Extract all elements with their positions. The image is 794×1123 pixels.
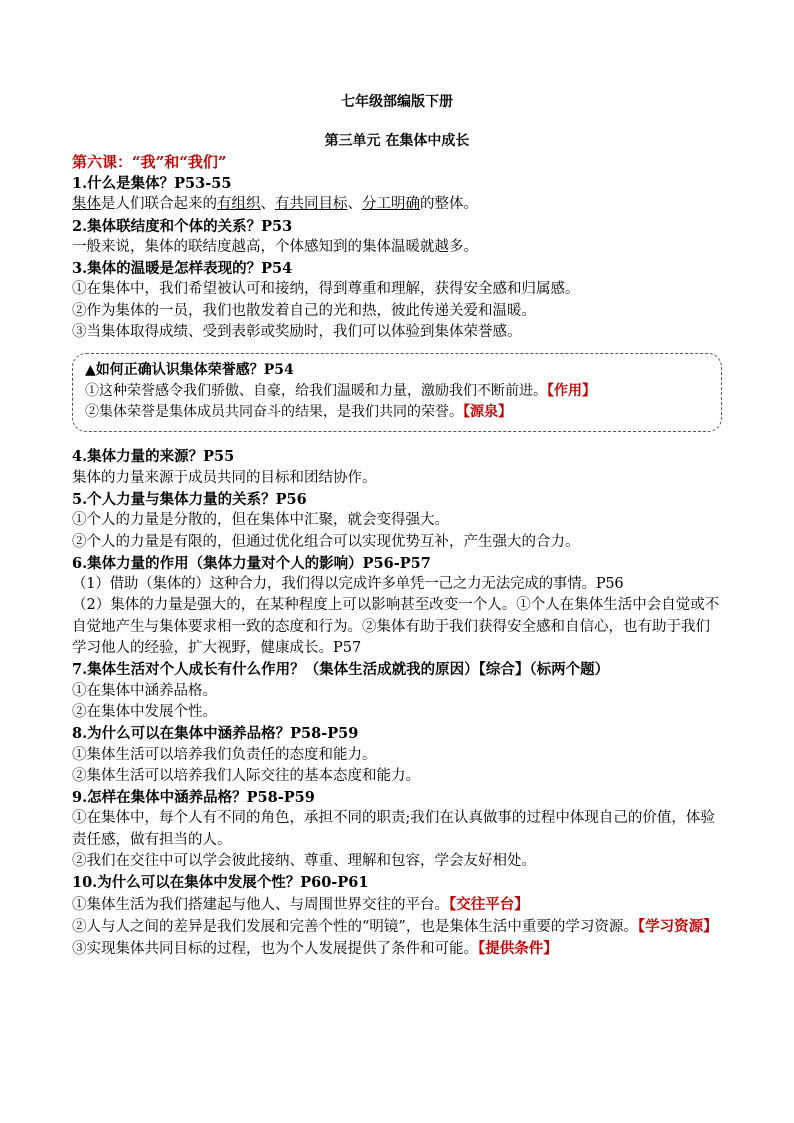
- answer-6-1: （1）借助（集体的）这种合力，我们得以完成许多单凭一己之力无法完成的事情。P56: [72, 576, 624, 593]
- separator: 、: [347, 196, 362, 213]
- callout-tag-source: 【源泉】: [463, 404, 512, 421]
- answer-2: 一般来说，集体的联结度越高，个体感知到的集体温暖就越多。: [72, 238, 478, 255]
- callout-line-2: [85, 402, 709, 423]
- callout-line-2-text: ②集体荣誉是集体成员共同奋斗的结果，是我们共同的荣誉。: [85, 404, 463, 421]
- term-clear-division: 分工明确: [362, 196, 420, 213]
- answer-7-2: ②在集体中发展个性。: [72, 703, 217, 720]
- callout-line-1-text: ①这种荣誉感令我们骄傲、自豪，给我们温暖和力量，激励我们不断前进。: [85, 383, 547, 400]
- question-3: 3.集体的温暖是怎样表现的？P54: [72, 260, 293, 278]
- tag-communication-platform: 【交往平台】: [449, 895, 529, 913]
- answer-10-3-text: ③实现集体共同目标的过程，也为个人发展提供了条件和可能。: [72, 941, 478, 958]
- answer-7-1: ①在集体中涵养品格。: [72, 682, 217, 699]
- question-6: 6.集体力量的作用（集体力量对个人的影响）P56-P57: [72, 554, 431, 572]
- answer-1-text: 是人们联合起来的: [101, 196, 217, 213]
- question-10: 10.为什么可以在集体中发展个性？P60-P61: [72, 874, 369, 892]
- answer-1-end: 的整体。: [420, 196, 478, 213]
- answer-9-1: ①在集体中，每个人有不同的角色，承担不同的职责;我们在认真做事的过程中体现自己的价值，体验责任感，做有担当的人。: [72, 810, 715, 848]
- term-collective: 集体: [72, 196, 101, 213]
- answer-3-2: ②作为集体的一员，我们也散发着自己的光和热，彼此传递关爱和温暖。: [72, 302, 536, 319]
- answer-10-2-text: ②人与人之间的差异是我们发展和完善个性的“明镜”，也是集体生活中重要的学习资源。: [72, 918, 638, 935]
- question-7: 7.集体生活对个人成长有什么作用？（集体生活成就我的原因）【综合】（标两个题）: [72, 661, 610, 679]
- answer-4: 集体的力量来源于成员共同的目标和团结协作。: [72, 469, 377, 486]
- answer-10-3: [72, 938, 722, 960]
- answer-3-1: ①在集体中，我们希望被认可和接纳，得到尊重和理解，获得安全感和归属感。: [72, 281, 580, 298]
- answer-1: [72, 194, 722, 215]
- question-5: 5.个人力量与集体力量的关系？P56: [72, 490, 307, 508]
- answer-8-2: ②集体生活可以培养我们人际交往的基本态度和能力。: [72, 767, 420, 784]
- callout-heading: ▲如何正确认识集体荣誉感？P54: [85, 362, 294, 379]
- answer-5-2: ②个人的力量是有限的，但通过优化组合可以实现优势互补，产生强大的合力。: [72, 533, 580, 550]
- answer-5-1: ①个人的力量是分散的，但在集体中汇聚，就会变得强大。: [72, 512, 449, 529]
- tag-provide-conditions: 【提供条件】: [478, 940, 558, 958]
- question-4: 4.集体力量的来源？P55: [72, 448, 235, 466]
- unit-title: 第三单元 在集体中成长: [324, 133, 470, 149]
- answer-8-1: ①集体生活可以培养我们负责任的态度和能力。: [72, 746, 377, 763]
- answer-10-1-text: ①集体生活为我们搭建起与他人、与周围世界交往的平台。: [72, 896, 449, 913]
- question-9: 9.怎样在集体中涵养品格？P58-P59: [72, 789, 315, 807]
- question-8: 8.为什么可以在集体中涵养品格？P58-P59: [72, 725, 359, 743]
- answer-10-1: [72, 894, 722, 916]
- question-1: 1.什么是集体？P53-55: [72, 175, 232, 192]
- answer-3-3: ③当集体取得成绩、受到表彰或奖励时，我们可以体验到集体荣誉感。: [72, 324, 522, 341]
- question-2: 2.集体联结度和个体的关系？P53: [72, 217, 293, 235]
- callout-line-1: [85, 381, 709, 402]
- lesson-title: 第六课：“我”和“我们”: [72, 153, 227, 171]
- term-organized: 有组织: [217, 196, 261, 213]
- answer-9-2: ②我们在交往中可以学会彼此接纳、尊重、理解和包容，学会友好相处。: [72, 853, 536, 870]
- answer-10-2: [72, 916, 722, 938]
- document-page: [72, 92, 722, 961]
- tag-learning-resource: 【学习资源】: [637, 917, 718, 935]
- document-title: 七年级部编版下册: [341, 94, 453, 110]
- term-common-goal: 有共同目标: [275, 196, 348, 213]
- callout-tag-effect: 【作用】: [547, 383, 596, 400]
- answer-6-2: （2）集体的力量是强大的，在某种程度上可以影响甚至改变一个人。①个人在集体生活中会自觉或不自觉地产生与集体要求相一致的态度和行为。②集体有助于我们获得安全感和自信心，也有助于我们学习他人的经验，扩大视野，健康成长。P57: [72, 597, 720, 657]
- honor-callout-box: [72, 353, 722, 432]
- separator: 、: [260, 196, 275, 213]
